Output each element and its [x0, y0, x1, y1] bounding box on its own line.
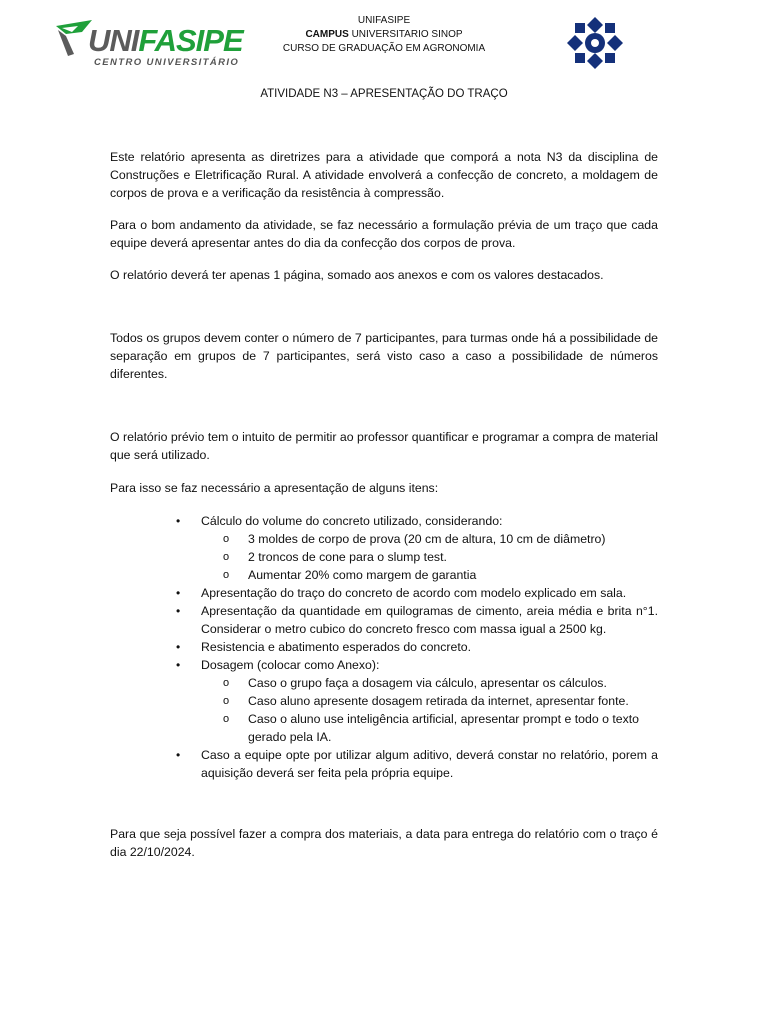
- bullet-icon: •: [176, 604, 181, 618]
- bullet-icon: •: [176, 658, 181, 672]
- sub-bullet-icon: o: [223, 551, 230, 563]
- list-item: • Caso a equipe opte por utilizar algum aditivo, deverá constar no relatório, porem a aquisição deverá ser feita pela própria equipe.: [176, 748, 658, 780]
- unifasipe-logo: [52, 14, 247, 74]
- paragraph: Para isso se faz necessário a apresentação de alguns itens:: [110, 481, 439, 495]
- paragraph: Este relatório apresenta as diretrizes para a atividade que comporá a nota N3 da disciplina de Construções e Eletrificação Rural. A atividade envolverá a confecção de concreto, a moldagem de corpos de prova e a verificação da resistência à compressão.: [110, 150, 658, 200]
- logo-wordmark: UNIFASIPE: [88, 23, 243, 58]
- institution-name: UNIFASIPE: [357, 15, 411, 26]
- bullet-icon: •: [176, 748, 181, 762]
- campus-line: CAMPUS UNIVERSITARIO SINOP: [305, 29, 463, 40]
- list-item: • Cálculo do volume do concreto utilizado, considerando:: [176, 514, 503, 528]
- sub-list-item: o 2 troncos de cone para o slump test.: [223, 550, 447, 564]
- list-item: • Apresentação do traço do concreto de acordo com modelo explicado em sala.: [176, 586, 627, 600]
- course-name: CURSO DE GRADUAÇÃO EM AGRONOMIA: [282, 43, 486, 54]
- paragraph: Para que seja possível fazer a compra dos materiais, a data para entrega do relatório com o traço é dia 22/10/2024.: [110, 827, 658, 859]
- bullet-icon: •: [176, 514, 181, 528]
- sub-bullet-icon: o: [223, 695, 230, 707]
- sub-bullet-icon: o: [223, 677, 230, 689]
- document-header: [0, 0, 768, 80]
- list-item: • Resistencia e abatimento esperados do concreto.: [176, 640, 472, 654]
- sub-list-item: o Caso o grupo faça a dosagem via cálculo, apresentar os cálculos.: [223, 676, 607, 690]
- sub-list-item: o Caso aluno apresente dosagem retirada da internet, apresentar fonte.: [223, 694, 629, 708]
- logo-tagline: CENTRO UNIVERSITÁRIO: [94, 57, 240, 68]
- paragraph: Todos os grupos devem conter o número de 7 participantes, para turmas onde há a possibilidade de separação em grupos de 7 participantes, será visto caso a caso a possibilidade de números diferentes.: [110, 331, 658, 381]
- emblem-icon: [565, 15, 625, 71]
- paragraph: Para o bom andamento da atividade, se faz necessário a formulação prévia de um traço que cada equipe deverá apresentar antes do dia da confecção dos corpos de prova.: [110, 218, 658, 250]
- bullet-icon: •: [176, 586, 181, 600]
- sub-list-item: o Caso o aluno use inteligência artificial, apresentar prompt e todo o texto gerado pela IA.: [223, 712, 639, 744]
- sub-bullet-icon: o: [223, 533, 230, 545]
- requirements-list: [110, 512, 658, 782]
- list-item: • Apresentação da quantidade em quilogramas de cimento, areia média e brita n°1. Considerar o metro cubico do concreto fresco com massa igual a 2500 kg.: [176, 604, 658, 636]
- sub-list-item: o 3 moldes de corpo de prova (20 cm de altura, 10 cm de diâmetro): [223, 532, 606, 546]
- sub-list-item: o Aumentar 20% como margem de garantia: [223, 568, 477, 582]
- sub-bullet-icon: o: [223, 569, 230, 581]
- document-title: ATIVIDADE N3 – APRESENTAÇÃO DO TRAÇO: [260, 88, 508, 100]
- bullet-icon: •: [176, 640, 181, 654]
- paragraph: O relatório prévio tem o intuito de permitir ao professor quantificar e programar a compra de material que será utilizado.: [110, 430, 658, 462]
- paragraph: O relatório deverá ter apenas 1 página, somado aos anexos e com os valores destacados.: [110, 268, 604, 282]
- list-item: • Dosagem (colocar como Anexo):: [176, 658, 380, 672]
- sub-bullet-icon: o: [223, 713, 230, 725]
- institution-header: [240, 14, 528, 56]
